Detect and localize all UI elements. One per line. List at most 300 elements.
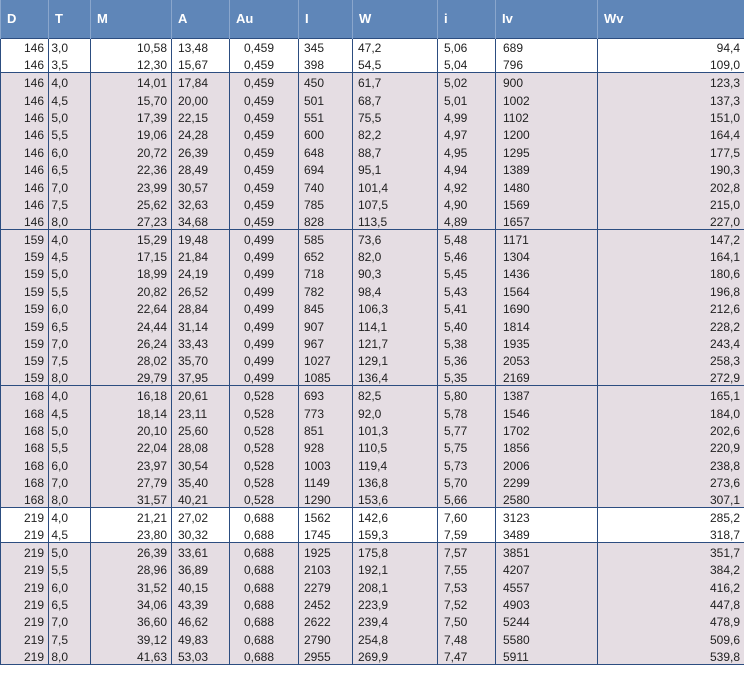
table-cell: 175,8	[353, 542, 438, 559]
table-cell: 90,3	[353, 264, 438, 281]
table-cell: 5244	[496, 612, 598, 629]
table-cell: 384,2	[598, 560, 744, 577]
table-cell: 146	[1, 125, 49, 142]
table-cell: 15,67	[172, 55, 230, 72]
table-cell: 20,72	[91, 142, 172, 159]
table-cell: 0,459	[230, 125, 299, 142]
table-cell: 5,0	[49, 542, 91, 559]
table-cell: 5911	[496, 647, 598, 664]
table-cell: 7,60	[438, 508, 496, 525]
table-cell: 5,06	[438, 38, 496, 55]
table-cell: 27,02	[172, 508, 230, 525]
table-cell: 17,84	[172, 73, 230, 90]
table-row	[1, 629, 744, 646]
table-body	[1, 38, 744, 664]
table-cell: 6,5	[49, 160, 91, 177]
table-cell: 228,2	[598, 316, 744, 333]
table-cell: 4,5	[49, 247, 91, 264]
table-cell: 5,01	[438, 90, 496, 107]
table-cell: 7,5	[49, 629, 91, 646]
column-header-i-moment: I	[299, 0, 353, 38]
table-cell: 227,0	[598, 212, 744, 229]
table-cell: 28,08	[172, 438, 230, 455]
table-row	[1, 490, 744, 507]
table-cell: 98,4	[353, 281, 438, 298]
table-cell: 219	[1, 595, 49, 612]
table-cell: 2580	[496, 490, 598, 507]
table-cell: 0,528	[230, 438, 299, 455]
table-row	[1, 577, 744, 594]
table-cell: 0,459	[230, 90, 299, 107]
table-cell: 0,688	[230, 508, 299, 525]
table-cell: 1387	[496, 386, 598, 403]
table-cell: 782	[299, 281, 353, 298]
table-cell: 0,688	[230, 595, 299, 612]
table-row	[1, 334, 744, 351]
table-cell: 1690	[496, 299, 598, 316]
table-cell: 43,39	[172, 595, 230, 612]
table-cell: 6,5	[49, 316, 91, 333]
table-cell: 4,94	[438, 160, 496, 177]
table-cell: 1546	[496, 403, 598, 420]
column-header-wv: Wv	[598, 0, 744, 38]
table-cell: 30,54	[172, 455, 230, 472]
table-row	[1, 73, 744, 90]
table-cell: 109,0	[598, 55, 744, 72]
table-cell: 53,03	[172, 647, 230, 664]
table-cell: 694	[299, 160, 353, 177]
table-cell: 20,00	[172, 90, 230, 107]
table-cell: 2790	[299, 629, 353, 646]
table-cell: 159	[1, 281, 49, 298]
table-row	[1, 264, 744, 281]
table-cell: 15,29	[91, 229, 172, 246]
table-cell: 2955	[299, 647, 353, 664]
table-cell: 94,4	[598, 38, 744, 55]
table-cell: 34,68	[172, 212, 230, 229]
table-cell: 450	[299, 73, 353, 90]
table-cell: 0,688	[230, 525, 299, 542]
table-cell: 907	[299, 316, 353, 333]
table-cell: 5,48	[438, 229, 496, 246]
table-cell: 46,62	[172, 612, 230, 629]
table-row	[1, 177, 744, 194]
table-cell: 0,528	[230, 386, 299, 403]
table-cell: 73,6	[353, 229, 438, 246]
table-cell: 40,21	[172, 490, 230, 507]
table-cell: 2279	[299, 577, 353, 594]
table-cell: 20,82	[91, 281, 172, 298]
table-cell: 27,79	[91, 473, 172, 490]
table-cell: 0,688	[230, 612, 299, 629]
table-cell: 20,10	[91, 421, 172, 438]
table-cell: 5,36	[438, 351, 496, 368]
table-cell: 0,459	[230, 195, 299, 212]
table-cell: 95,1	[353, 160, 438, 177]
table-cell: 5,78	[438, 403, 496, 420]
table-cell: 23,80	[91, 525, 172, 542]
table-row	[1, 612, 744, 629]
table-cell: 10,58	[91, 38, 172, 55]
table-cell: 551	[299, 108, 353, 125]
table-cell: 15,70	[91, 90, 172, 107]
table-cell: 146	[1, 108, 49, 125]
table-row	[1, 647, 744, 664]
table-cell: 24,28	[172, 125, 230, 142]
table-cell: 5,70	[438, 473, 496, 490]
table-cell: 32,63	[172, 195, 230, 212]
table-cell: 30,32	[172, 525, 230, 542]
table-cell: 184,0	[598, 403, 744, 420]
table-cell: 351,7	[598, 542, 744, 559]
table-cell: 0,499	[230, 264, 299, 281]
table-cell: 35,40	[172, 473, 230, 490]
table-cell: 1562	[299, 508, 353, 525]
table-cell: 82,2	[353, 125, 438, 142]
table-cell: 20,61	[172, 386, 230, 403]
table-cell: 238,8	[598, 455, 744, 472]
table-cell: 23,99	[91, 177, 172, 194]
table-cell: 796	[496, 55, 598, 72]
table-cell: 101,3	[353, 421, 438, 438]
table-cell: 1925	[299, 542, 353, 559]
table-cell: 0,528	[230, 490, 299, 507]
table-cell: 1702	[496, 421, 598, 438]
table-row	[1, 351, 744, 368]
table-cell: 3489	[496, 525, 598, 542]
table-cell: 4,5	[49, 90, 91, 107]
table-cell: 192,1	[353, 560, 438, 577]
table-cell: 68,7	[353, 90, 438, 107]
table-row	[1, 438, 744, 455]
table-cell: 0,688	[230, 542, 299, 559]
table-row	[1, 525, 744, 542]
table-cell: 146	[1, 90, 49, 107]
column-header-d: D	[1, 0, 49, 38]
table-cell: 82,5	[353, 386, 438, 403]
table-cell: 2103	[299, 560, 353, 577]
table-cell: 22,64	[91, 299, 172, 316]
table-cell: 164,4	[598, 125, 744, 142]
table-cell: 648	[299, 142, 353, 159]
table-cell: 159	[1, 264, 49, 281]
table-row	[1, 421, 744, 438]
table-cell: 106,3	[353, 299, 438, 316]
table-cell: 0,499	[230, 299, 299, 316]
table-cell: 5,5	[49, 438, 91, 455]
table-cell: 0,459	[230, 142, 299, 159]
table-cell: 5,41	[438, 299, 496, 316]
table-cell: 900	[496, 73, 598, 90]
table-cell: 168	[1, 421, 49, 438]
table-cell: 24,19	[172, 264, 230, 281]
column-header-au: Au	[230, 0, 299, 38]
table-row	[1, 595, 744, 612]
table-cell: 19,48	[172, 229, 230, 246]
table-row	[1, 90, 744, 107]
table-cell: 146	[1, 212, 49, 229]
table-cell: 202,8	[598, 177, 744, 194]
table-cell: 33,61	[172, 542, 230, 559]
table-cell: 7,0	[49, 177, 91, 194]
table-row	[1, 386, 744, 403]
table-cell: 4,95	[438, 142, 496, 159]
table-cell: 7,48	[438, 629, 496, 646]
table-cell: 7,5	[49, 351, 91, 368]
table-cell: 3851	[496, 542, 598, 559]
table-cell: 0,528	[230, 455, 299, 472]
table-cell: 5,5	[49, 281, 91, 298]
table-cell: 5,38	[438, 334, 496, 351]
table-cell: 22,15	[172, 108, 230, 125]
column-header-iv: Iv	[496, 0, 598, 38]
table-cell: 164,1	[598, 247, 744, 264]
table-cell: 180,6	[598, 264, 744, 281]
table-cell: 3,0	[49, 38, 91, 55]
table-cell: 159	[1, 351, 49, 368]
table-cell: 7,5	[49, 195, 91, 212]
table-cell: 223,9	[353, 595, 438, 612]
table-cell: 0,459	[230, 177, 299, 194]
table-row	[1, 38, 744, 55]
table-cell: 0,459	[230, 38, 299, 55]
table-row	[1, 508, 744, 525]
table-cell: 123,3	[598, 73, 744, 90]
table-cell: 110,5	[353, 438, 438, 455]
table-cell: 36,60	[91, 612, 172, 629]
table-cell: 4,0	[49, 386, 91, 403]
table-row	[1, 316, 744, 333]
table-cell: 6,0	[49, 142, 91, 159]
table-cell: 22,36	[91, 160, 172, 177]
table-cell: 0,499	[230, 281, 299, 298]
table-cell: 1304	[496, 247, 598, 264]
table-cell: 1389	[496, 160, 598, 177]
table-cell: 5,5	[49, 560, 91, 577]
column-header-w: W	[353, 0, 438, 38]
table-cell: 113,5	[353, 212, 438, 229]
table-cell: 136,4	[353, 368, 438, 385]
table-cell: 101,4	[353, 177, 438, 194]
table-cell: 27,23	[91, 212, 172, 229]
table-cell: 0,528	[230, 473, 299, 490]
table-cell: 1564	[496, 281, 598, 298]
table-cell: 30,57	[172, 177, 230, 194]
table-cell: 17,39	[91, 108, 172, 125]
table-row	[1, 229, 744, 246]
table-cell: 1002	[496, 90, 598, 107]
table-cell: 6,5	[49, 595, 91, 612]
table-cell: 146	[1, 195, 49, 212]
table-cell: 5580	[496, 629, 598, 646]
table-cell: 1290	[299, 490, 353, 507]
table-cell: 21,84	[172, 247, 230, 264]
table-cell: 5,0	[49, 421, 91, 438]
table-cell: 159,3	[353, 525, 438, 542]
table-cell: 159	[1, 299, 49, 316]
table-cell: 4,90	[438, 195, 496, 212]
table-cell: 146	[1, 38, 49, 55]
table-cell: 1814	[496, 316, 598, 333]
table-cell: 7,52	[438, 595, 496, 612]
table-cell: 0,528	[230, 421, 299, 438]
table-cell: 202,6	[598, 421, 744, 438]
table-cell: 1003	[299, 455, 353, 472]
table-cell: 7,59	[438, 525, 496, 542]
table-cell: 773	[299, 403, 353, 420]
table-cell: 7,53	[438, 577, 496, 594]
table-cell: 147,2	[598, 229, 744, 246]
table-cell: 4,92	[438, 177, 496, 194]
table-cell: 54,5	[353, 55, 438, 72]
table-cell: 652	[299, 247, 353, 264]
table-cell: 146	[1, 55, 49, 72]
table-cell: 0,499	[230, 368, 299, 385]
table-cell: 828	[299, 212, 353, 229]
table-cell: 272,9	[598, 368, 744, 385]
table-cell: 114,1	[353, 316, 438, 333]
table-cell: 196,8	[598, 281, 744, 298]
table-cell: 0,499	[230, 229, 299, 246]
table-cell: 159	[1, 247, 49, 264]
table-cell: 0,688	[230, 560, 299, 577]
table-cell: 22,04	[91, 438, 172, 455]
table-cell: 168	[1, 403, 49, 420]
table-row	[1, 160, 744, 177]
table-cell: 718	[299, 264, 353, 281]
table-cell: 845	[299, 299, 353, 316]
table-cell: 159	[1, 229, 49, 246]
table-cell: 14,01	[91, 73, 172, 90]
table-cell: 28,84	[172, 299, 230, 316]
table-cell: 8,0	[49, 368, 91, 385]
table-cell: 219	[1, 525, 49, 542]
table-cell: 6,0	[49, 299, 91, 316]
table-cell: 4,97	[438, 125, 496, 142]
table-cell: 398	[299, 55, 353, 72]
table-cell: 37,95	[172, 368, 230, 385]
table-cell: 0,459	[230, 73, 299, 90]
table-cell: 159	[1, 368, 49, 385]
table-cell: 219	[1, 612, 49, 629]
table-cell: 219	[1, 542, 49, 559]
table-cell: 8,0	[49, 212, 91, 229]
table-cell: 740	[299, 177, 353, 194]
table-cell: 2622	[299, 612, 353, 629]
header-row	[1, 0, 744, 38]
table-cell: 88,7	[353, 142, 438, 159]
table-row	[1, 368, 744, 385]
table-cell: 447,8	[598, 595, 744, 612]
table-cell: 146	[1, 142, 49, 159]
table-cell: 1295	[496, 142, 598, 159]
table-cell: 219	[1, 577, 49, 594]
table-cell: 2053	[496, 351, 598, 368]
table-cell: 0,688	[230, 629, 299, 646]
table-cell: 40,15	[172, 577, 230, 594]
table-cell: 25,60	[172, 421, 230, 438]
table-cell: 5,43	[438, 281, 496, 298]
table-cell: 4,89	[438, 212, 496, 229]
table-cell: 0,499	[230, 247, 299, 264]
table-cell: 142,6	[353, 508, 438, 525]
table-cell: 4,0	[49, 73, 91, 90]
table-cell: 6,0	[49, 577, 91, 594]
table-cell: 509,6	[598, 629, 744, 646]
table-row	[1, 142, 744, 159]
table-cell: 26,39	[172, 142, 230, 159]
table-cell: 0,688	[230, 647, 299, 664]
table-cell: 1480	[496, 177, 598, 194]
table-cell: 5,5	[49, 125, 91, 142]
table-cell: 168	[1, 473, 49, 490]
table-cell: 539,8	[598, 647, 744, 664]
table-cell: 7,0	[49, 334, 91, 351]
table-row	[1, 55, 744, 72]
table-cell: 219	[1, 560, 49, 577]
table-cell: 39,12	[91, 629, 172, 646]
table-cell: 119,4	[353, 455, 438, 472]
table-cell: 254,8	[353, 629, 438, 646]
table-cell: 215,0	[598, 195, 744, 212]
table-cell: 4,5	[49, 525, 91, 542]
table-cell: 1856	[496, 438, 598, 455]
table-cell: 1569	[496, 195, 598, 212]
table-row	[1, 299, 744, 316]
table-cell: 585	[299, 229, 353, 246]
table-cell: 168	[1, 490, 49, 507]
table-cell: 0,499	[230, 316, 299, 333]
table-cell: 5,46	[438, 247, 496, 264]
table-cell: 478,9	[598, 612, 744, 629]
table-cell: 0,528	[230, 403, 299, 420]
table-cell: 5,0	[49, 108, 91, 125]
table-row	[1, 455, 744, 472]
table-cell: 4,5	[49, 403, 91, 420]
table-cell: 5,75	[438, 438, 496, 455]
table-cell: 212,6	[598, 299, 744, 316]
table-cell: 258,3	[598, 351, 744, 368]
table-cell: 129,1	[353, 351, 438, 368]
table-cell: 8,0	[49, 647, 91, 664]
table-cell: 28,96	[91, 560, 172, 577]
table-cell: 36,89	[172, 560, 230, 577]
table-cell: 7,55	[438, 560, 496, 577]
table-cell: 137,3	[598, 90, 744, 107]
table-cell: 285,2	[598, 508, 744, 525]
table-cell: 7,50	[438, 612, 496, 629]
table-cell: 307,1	[598, 490, 744, 507]
table-cell: 13,48	[172, 38, 230, 55]
table-cell: 4,99	[438, 108, 496, 125]
table-cell: 689	[496, 38, 598, 55]
table-row	[1, 542, 744, 559]
table-cell: 31,52	[91, 577, 172, 594]
table-cell: 219	[1, 647, 49, 664]
table-cell: 2169	[496, 368, 598, 385]
table-cell: 23,97	[91, 455, 172, 472]
table-cell: 4207	[496, 560, 598, 577]
table-cell: 928	[299, 438, 353, 455]
table-cell: 107,5	[353, 195, 438, 212]
table-cell: 5,04	[438, 55, 496, 72]
table-cell: 23,11	[172, 403, 230, 420]
table-cell: 5,0	[49, 264, 91, 281]
table-cell: 243,4	[598, 334, 744, 351]
table-cell: 4,0	[49, 229, 91, 246]
column-header-a: A	[172, 0, 230, 38]
table-cell: 26,24	[91, 334, 172, 351]
